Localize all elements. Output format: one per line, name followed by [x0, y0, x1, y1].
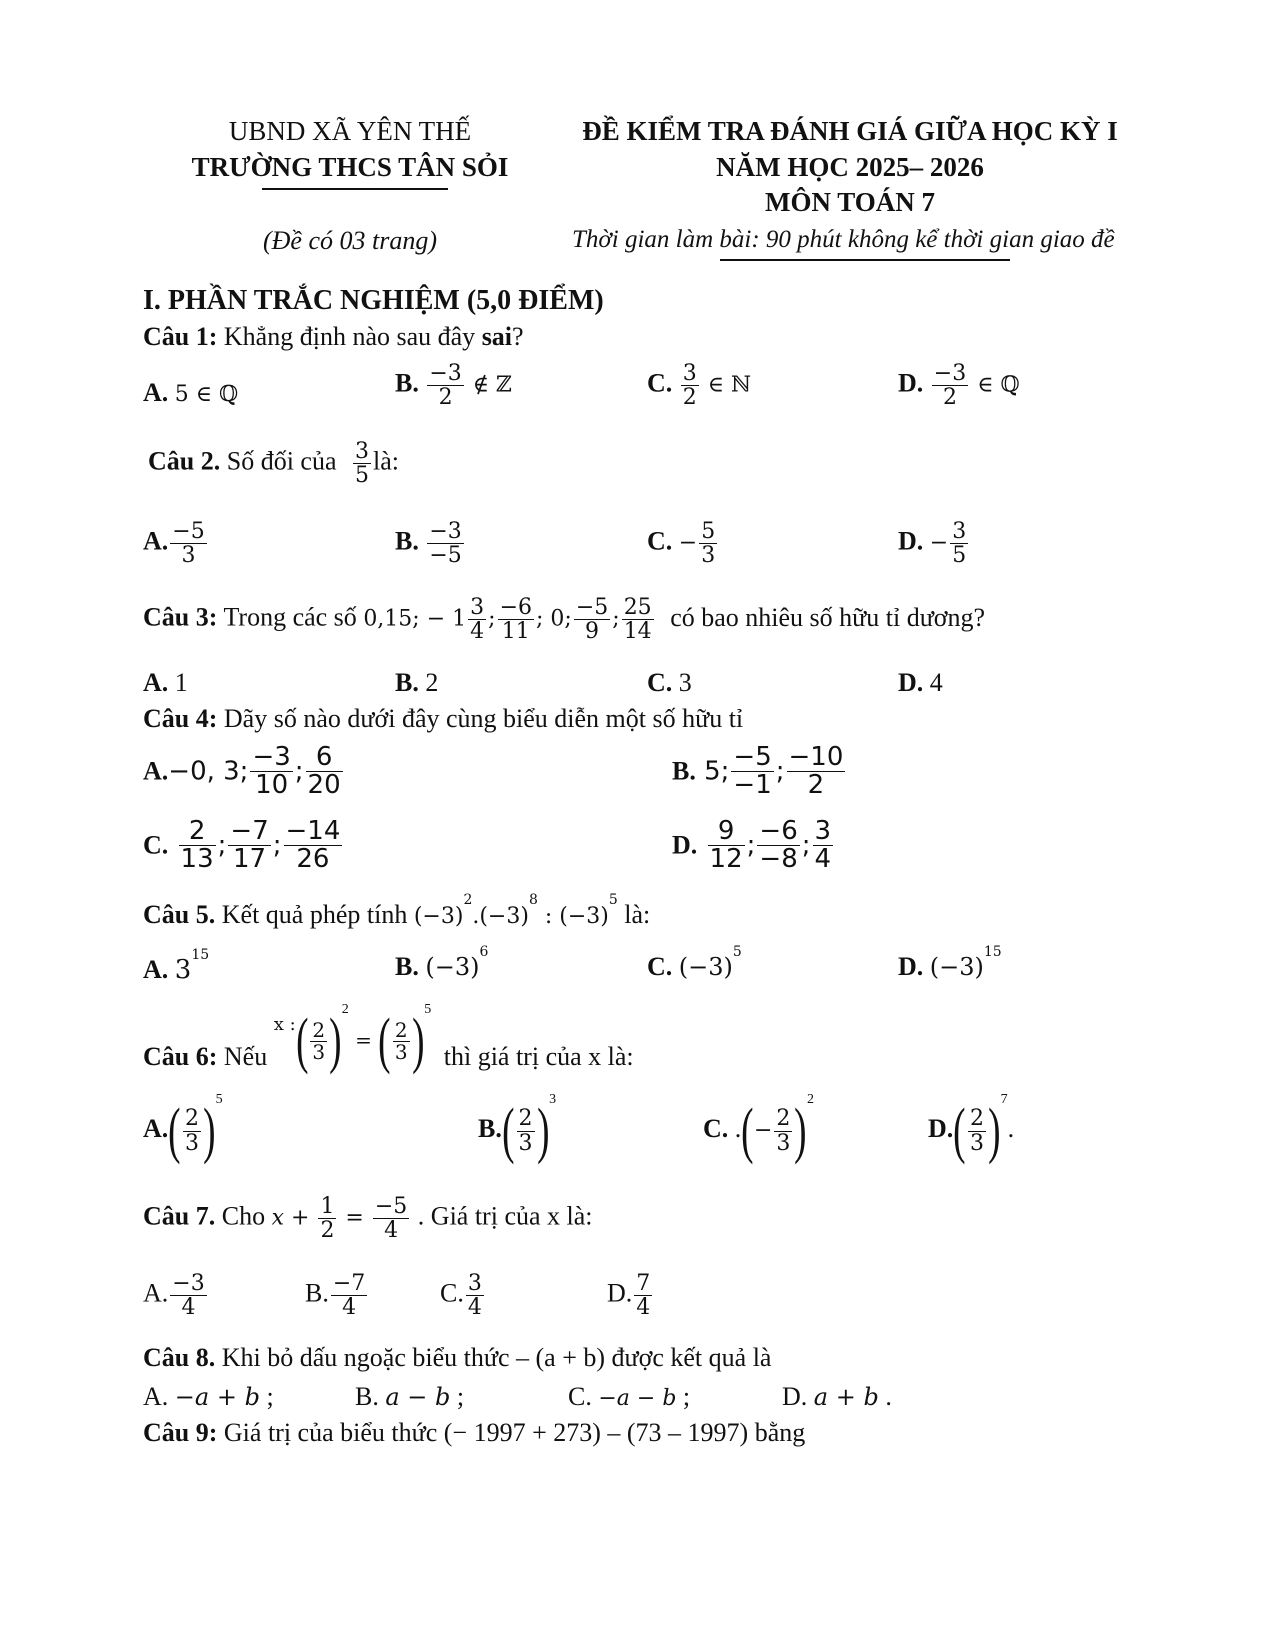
question-label: Câu 1:: [143, 322, 218, 351]
q4-option-b: B. 5; $\frac{-5}{-1}$ ; $\frac{-10}{2}$: [672, 742, 844, 801]
time-note: Thời gian làm bài: 90 phút không kể thời gian giao đề: [572, 226, 1115, 253]
question-text: Khẳng định nào sau đây: [223, 322, 476, 351]
subject: MÔN TOÁN 7: [764, 187, 935, 217]
q5-option-d: D. $(-3)^{15}$: [898, 944, 1002, 981]
q8-option-a: A. −a + b ;: [143, 1382, 274, 1411]
question-3: Câu 3: Trong các số 0,15; − 1 $\frac{3}{4}$ ; $\frac{-6}{11}$ ; 0; $\frac{-5}{9}$ ; $\frac{25}{14}$ có bao nhiêu số hữu tỉ dương?: [143, 595, 986, 645]
question-text: Kết quả phép tính: [221, 900, 408, 929]
question-text: Cho: [221, 1201, 266, 1231]
question-label: Câu 8.: [143, 1343, 216, 1372]
page-count-note: (Đề có 03 trang): [262, 226, 437, 255]
q7-option-d: D. $\frac{7}{4}$: [607, 1271, 651, 1321]
q4-option-c: C. $\frac{2}{13}$ ; $\frac{-7}{17}$ ; $\frac{-14}{26}$: [143, 816, 341, 875]
q3-option-a: A. 1: [143, 668, 188, 697]
q6-option-d: D.( $\frac{2}{3}$ )$^7$.: [928, 1092, 1015, 1165]
q2-option-d: D. − $\frac{3}{5}$: [898, 519, 967, 569]
question-text: Nếu: [223, 1042, 268, 1071]
question-label: Câu 3:: [143, 602, 218, 632]
exam-title: ĐỀ KIỂM TRA ĐÁNH GIÁ GIỮA HỌC KỲ I: [582, 116, 1118, 146]
header-right-underline: [720, 259, 1010, 261]
question-end: ?: [512, 322, 524, 351]
q4-option-d: D. $\frac{9}{12}$ ; $\frac{-6}{-8}$ ; $\frac{3}{4}$: [672, 816, 832, 875]
question-text: Dãy số nào dưới đây cùng biểu diễn một số hữu tỉ: [223, 704, 744, 733]
q7-option-b: B. $\frac{-7}{4}$: [305, 1271, 366, 1321]
question-4: [143, 704, 743, 734]
header-left-line1: UBND XÃ YÊN THẾ: [228, 116, 472, 146]
q3-option-c: C. 3: [647, 668, 692, 697]
q7-option-c: C. $\frac{3}{4}$: [440, 1271, 482, 1321]
question-label: Câu 7.: [143, 1201, 216, 1231]
question-6: Câu 6: Nếu $^{x :}$( $\frac{2}{3}$ )$^2$ = ( $\frac{2}{3}$ )$^5$ thì giá trị của x là:: [143, 1002, 634, 1075]
q6-option-c: C. .(− $\frac{2}{3}$ )$^2$: [703, 1092, 815, 1165]
question-end: có bao nhiêu số hữu tỉ dương?: [670, 602, 986, 632]
q5-option-b: B. $(-3)^6$: [395, 944, 489, 981]
question-end: thì giá trị của x là:: [443, 1042, 634, 1071]
q5-option-c: C. $(-3)^5$: [647, 944, 742, 981]
question-9: [143, 1418, 805, 1448]
school-name: TRƯỜNG THCS TÂN SỎI: [191, 152, 509, 182]
question-7: Câu 7. Cho x + $\frac{1}{2}$ = $\frac{-5}{4}$ . Giá trị của x là:: [143, 1194, 593, 1244]
question-label: Câu 9:: [143, 1418, 218, 1447]
question-text: Trong các số: [223, 602, 357, 632]
school-year: NĂM HỌC 2025– 2026: [716, 152, 984, 182]
question-end: là:: [373, 446, 400, 476]
q5-option-a: A. $3^{15}$: [143, 947, 210, 985]
question-end: . Giá trị của x là:: [417, 1201, 593, 1231]
question-5: Câu 5. Kết quả phép tính $(-3)^2.(-3)^8$ : $(-3)^5$ là:: [143, 892, 651, 929]
question-8: [143, 1343, 771, 1373]
question-text: Giá trị của biểu thức (− 1997 + 273) – (73 – 1997) bằng: [223, 1418, 806, 1447]
header-left-underline: [262, 188, 448, 190]
section-title: I. PHẦN TRẮC NGHIỆM (5,0 ĐIỂM): [143, 285, 604, 316]
q1-option-c: C. $\frac{3}{2}$ ∈ ℕ: [647, 361, 752, 411]
q2-option-c: C. − $\frac{5}{3}$: [647, 519, 716, 569]
question-text: Số đối của: [226, 446, 337, 476]
question-1: [143, 322, 524, 352]
q1-option-d: D. $\frac{-3}{2}$ ∈ ℚ: [898, 361, 1020, 411]
q3-option-d: D. 4: [898, 668, 943, 697]
q8-option-d: D. a + b .: [782, 1382, 892, 1411]
q8-option-c: C. −a − b ;: [568, 1382, 691, 1411]
question-emphasis: sai: [481, 322, 513, 351]
q4-option-a: A.−0, 3; $\frac{-3}{10}$ ; $\frac{6}{20}$: [143, 742, 341, 801]
q2-option-a: A. $\frac{-5}{3}$: [143, 519, 205, 569]
question-label: Câu 4:: [143, 704, 218, 733]
question-label: Câu 2.: [148, 446, 221, 476]
q1-option-a: A. 5 ∈ ℚ: [143, 378, 239, 407]
question-end: là:: [624, 900, 651, 929]
question-label: Câu 6:: [143, 1042, 218, 1071]
q6-option-b: B.( $\frac{2}{3}$ )$^3$: [478, 1092, 557, 1165]
q1-option-b: B. $\frac{-3}{2}$ ∉ ℤ: [395, 361, 513, 411]
q2-option-b: B. $\frac{-3}{-5}$: [395, 519, 462, 569]
q7-option-a: A. $\frac{-3}{4}$: [143, 1271, 205, 1321]
question-label: Câu 5.: [143, 900, 216, 929]
q6-option-a: A.( $\frac{2}{3}$ )$^5$: [143, 1092, 223, 1165]
q3-option-b: B. 2: [395, 668, 439, 697]
q8-option-b: B. a − b ;: [355, 1382, 465, 1411]
question-text: Khi bỏ dấu ngoặc biểu thức – (a + b) được kết quả là: [221, 1343, 772, 1372]
question-2: Câu 2. Số đối của $\frac{3}{5}$ là:: [148, 439, 400, 489]
